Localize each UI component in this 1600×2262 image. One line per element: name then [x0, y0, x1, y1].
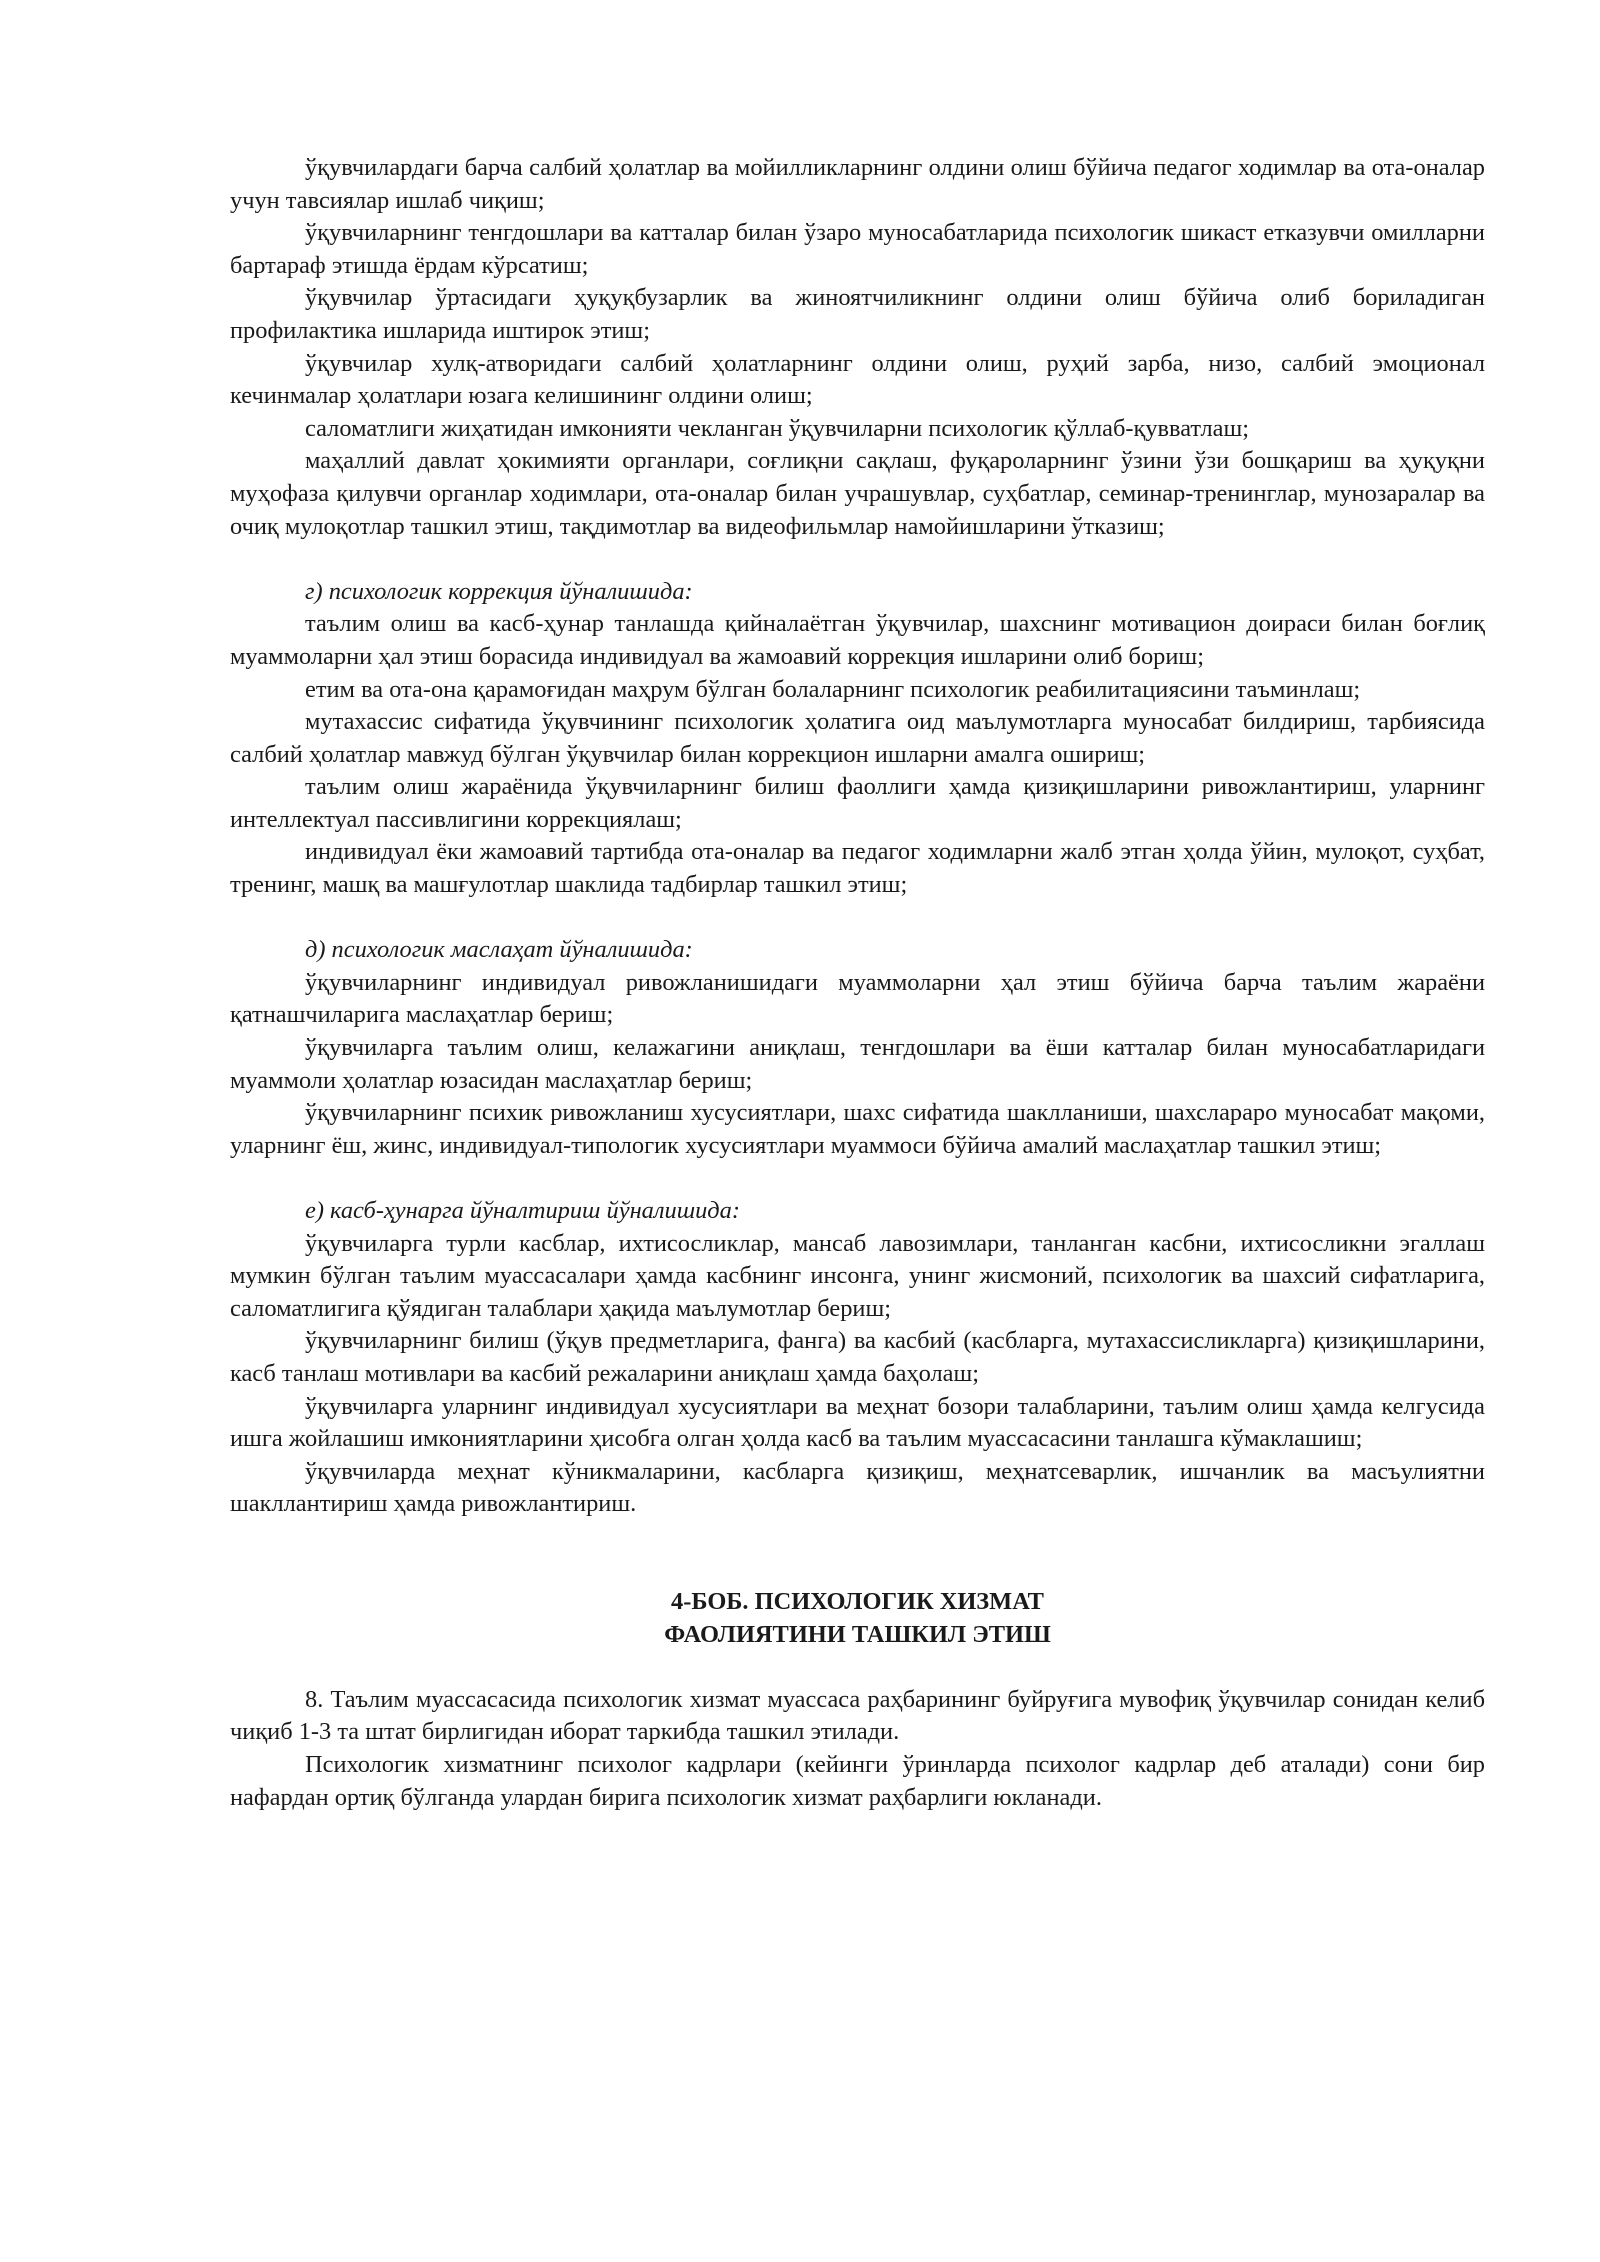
- list-item: ўқувчилар ўртасидаги ҳуқуқбузарлик ва жиноятчиликнинг олдини олиш бўйича олиб бориладиган профилактика ишларида иштирок этиш;: [230, 284, 1485, 344]
- section-psych-correction: [230, 576, 1485, 902]
- list-item: мутахассис сифатида ўқувчининг психологик ҳолатига оид маълумотларга муносабат билдириш, тарбиясида салбий ҳолатлар мавжуд бўлган ўқувчилар билан коррекцион ишларни амалга ошириш;: [230, 708, 1485, 768]
- list-item: ўқувчиларнинг тенгдошлари ва катталар билан ўзаро муносабатларида психологик шикаст етказувчи омилларни бартараф этишда ёрдам кўрсатиш;: [230, 219, 1485, 279]
- chapter-title-line: 4-БОБ. ПСИХОЛОГИК ХИЗМАТ: [671, 1587, 1044, 1615]
- list-item: ўқувчилардаги барча салбий ҳолатлар ва мойилликларнинг олдини олиш бўйича педагог ходимлар ва ота-оналар учун тавсиялар ишлаб чиқиш;: [230, 154, 1485, 214]
- list-item: етим ва ота-она қарамоғидан маҳрум бўлган болаларнинг психологик реабилитациясини таъминлаш;: [305, 675, 1361, 703]
- list-item: ўқувчиларга турли касблар, ихтисосликлар, мансаб лавозимлари, танланган касбни, ихтисосликни эгаллаш мумкин бўлган таълим муассасалари ҳамда касбнинг инсонга, унинг жисмоний, психологик ва шахсий сифатларига, саломатлигига қўядиган талаблари ҳақида маълумотлар бериш;: [230, 1229, 1485, 1322]
- section-heading: д) психологик маслаҳат йўналишида:: [305, 936, 693, 964]
- chapter-body: [230, 1684, 1485, 1814]
- section-heading: г) психологик коррекция йўналишида:: [305, 577, 693, 605]
- section-psych-consulting: [230, 934, 1485, 1162]
- list-item: ўқувчилар хулқ-атворидаги салбий ҳолатларнинг олдини олиш, руҳий зарба, низо, салбий эмоционал кечинмалар ҳолатлари юзага келишининг олдини олиш;: [230, 349, 1485, 410]
- section-career-guidance: [230, 1195, 1485, 1521]
- list-item: ўқувчиларга таълим олиш, келажагини аниқлаш, тенгдошлари ва ёши катталар билан муносабатларидаги муаммоли ҳолатлар юзасидан маслаҳатлар бериш;: [230, 1034, 1485, 1094]
- list-item: ўқувчиларнинг индивидуал ривожланишидаги муаммоларни ҳал этиш бўйича барча таълим жараёни қатнашчиларига маслаҳатлар бериш;: [230, 968, 1485, 1029]
- list-item: ўқувчиларга уларнинг индивидуал хусусиятлари ва меҳнат бозори талабларини, таълим олиш ҳамда келгусида ишга жойлашиш имкониятларини ҳисобга олган ҳолда касб ва таълим муассасасини танлашга кўмаклашиш;: [230, 1392, 1485, 1453]
- section-heading: е) касб-ҳунарга йўналтириш йўналишида:: [305, 1197, 740, 1224]
- list-item: индивидуал ёки жамоавий тартибда ота-оналар ва педагог ходимларни жалб этган ҳолда ўйин, мулоқот, суҳбат, тренинг, машқ ва машғулотлар шаклида тадбирлар ташкил этиш;: [230, 838, 1485, 899]
- list-item: саломатлиги жиҳатидан имконияти чекланган ўқувчиларни психологик қўллаб-қувватлаш;: [305, 414, 1250, 442]
- chapter-title: [230, 1586, 1485, 1651]
- chapter-title-line: ФАОЛИЯТИНИ ТАШКИЛ ЭТИШ: [664, 1620, 1051, 1648]
- document-page: [230, 152, 1485, 1814]
- list-item: ўқувчиларда меҳнат кўникмаларини, касбларга қизиқиш, меҳнатсеварлик, ишчанлик ва масъулиятни шакллантириш ҳамда ривожлантириш.: [230, 1457, 1485, 1518]
- list-section-1: [230, 152, 1485, 543]
- list-item: таълим олиш жараёнида ўқувчиларнинг билиш фаоллиги ҳамда қизиқишларини ривожлантириш, уларнинг интеллектуал пассивлигини коррекциялаш;: [230, 773, 1485, 833]
- list-item: ўқувчиларнинг психик ривожланиш хусусиятлари, шахс сифатида шаклланиши, шахслараро муносабат мақоми, уларнинг ёш, жинс, индивидуал-типологик хусусиятлари муаммоси бўйича амалий маслаҳатлар ташкил этиш;: [230, 1099, 1485, 1159]
- paragraph: 8. Таълим муассасасида психологик хизмат муассаса раҳбарининг буйруғига мувофиқ ўқувчилар сонидан келиб чиқиб 1-3 та штат бирлигидан иборат таркибда ташкил этилади.: [230, 1685, 1485, 1746]
- list-item: ўқувчиларнинг билиш (ўқув предметларига, фанга) ва касбий (касбларга, мутахассисликларга) қизиқишларини, касб танлаш мотивлари ва касбий режаларини аниқлаш ҳамда баҳолаш;: [230, 1327, 1485, 1387]
- list-item: таълим олиш ва касб-ҳунар танлашда қийналаётган ўқувчилар, шахснинг мотивацион доираси билан боғлиқ муаммоларни ҳал этиш борасида индивидуал ва жамоавий коррекция ишларини олиб бориш;: [230, 610, 1485, 670]
- list-item: маҳаллий давлат ҳокимияти органлари, соғлиқни сақлаш, фуқароларнинг ўзини ўзи бошқариш ва ҳуқуқни муҳофаза қилувчи органлар ходимлари, ота-оналар билан учрашувлар, суҳбатлар, семинар-тренинглар, мунозаралар ва очиқ мулоқотлар ташкил этиш, тақдимотлар ва видеофильмлар намойишларини ўтказиш;: [230, 447, 1485, 540]
- paragraph: Психологик хизматнинг психолог кадрлари (кейинги ўринларда психолог кадрлар деб аталади) сони бир нафардан ортиқ бўлганда улардан бирига психологик хизмат раҳбарлиги юкланади.: [230, 1750, 1485, 1811]
